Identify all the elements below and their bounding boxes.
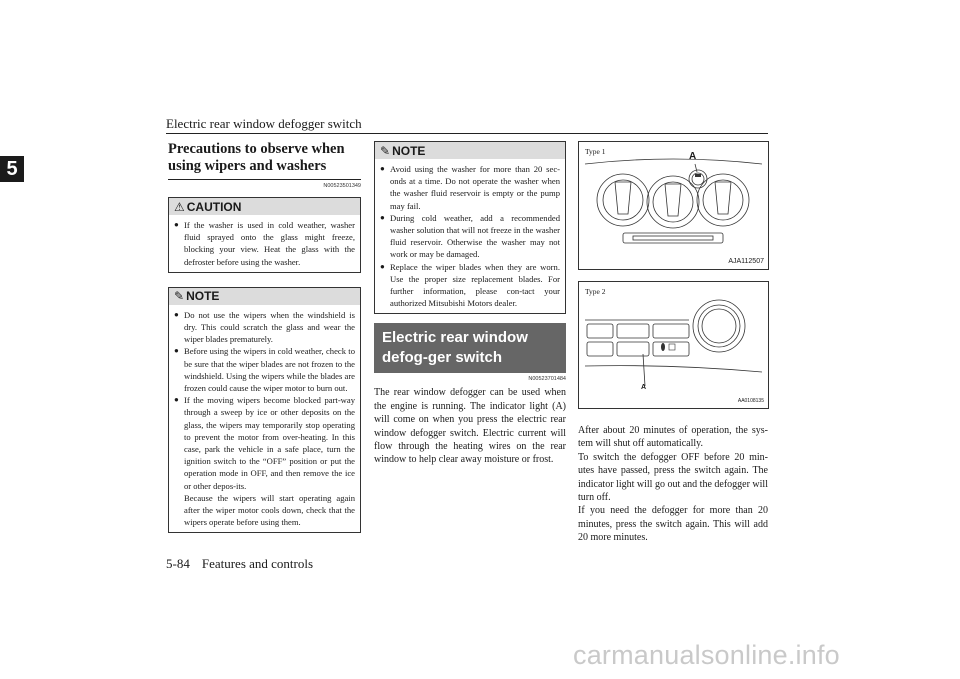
note2-item: ● During cold weather, add a recommended washer solution that will not freeze in the washer fluid reservoir. Otherwise the washer may not work or may be damaged. bbox=[390, 212, 560, 261]
caution-header bbox=[169, 198, 360, 215]
after-paragraph: If you need the defogger for more than 20 minutes, press the switch again. This will add 20 more minutes. bbox=[578, 505, 768, 544]
note2-box bbox=[374, 141, 566, 314]
defogger-code: N00523701484 bbox=[528, 376, 566, 383]
defogger-column bbox=[374, 141, 566, 467]
figure-label: Type 2 bbox=[585, 287, 606, 296]
note-item: ● Before using the wipers in cold weather, check to be sure that the wiper blades are not frozen to the windshield. Using the wipers while the blades are frozen could cause the wiper motor to burn out. bbox=[184, 345, 355, 394]
page-number: 5-84 bbox=[166, 556, 190, 571]
watermark: carmanualsonline.info bbox=[573, 640, 840, 670]
wipers-heading: Precautions to observe when using wipers and washers bbox=[168, 141, 361, 180]
figure-code: AJA112507 bbox=[728, 258, 764, 265]
figure-type-2 bbox=[578, 281, 769, 409]
figure-code: AA0108135 bbox=[737, 398, 764, 404]
note2-header bbox=[375, 142, 565, 159]
footer-section: Features and controls bbox=[201, 556, 314, 571]
caution-label: CAUTION bbox=[186, 199, 242, 214]
defogger-heading: Electric rear window defog-ger switch bbox=[374, 323, 566, 373]
caution-item: ● If the washer is used in cold weather, washer fluid sprayed onto the glass might freeze, blocking your view. Heat the glass with the defroster before using the washer. bbox=[184, 219, 355, 268]
callout-a: A bbox=[689, 151, 697, 162]
climate-panel-illustration bbox=[579, 142, 768, 269]
note-item: ● Do not use the wipers when the windshield is dry. This could scratch the glass and wear the wiper blades prematurely. bbox=[184, 309, 355, 346]
page-footer bbox=[166, 556, 313, 572]
note-icon: ✎ bbox=[174, 289, 185, 304]
defogger-operation bbox=[578, 424, 768, 545]
note2-label: NOTE bbox=[392, 143, 426, 158]
note-box bbox=[168, 287, 361, 534]
note2-item: ● Replace the wiper blades when they are worn. Use the proper size replacement blades. For further information, please con-tact your authorized Mitsubishi Motors dealer. bbox=[390, 261, 560, 310]
warning-icon: ⚠ bbox=[174, 199, 185, 214]
note-header bbox=[169, 288, 360, 305]
note-extra: Because the wipers will start operating again after the wiper motor cools down, check that the wipers operate before using them. bbox=[184, 492, 355, 528]
note-label: NOTE bbox=[186, 289, 220, 304]
wipers-code: N00523501349 bbox=[323, 183, 361, 189]
page-header-title: Electric rear window defogger switch bbox=[166, 116, 362, 131]
note2-item: ● Avoid using the washer for more than 20 sec-onds at a time. Do not operate the washer when the washer fluid reservoir is empty or the pump may fail. bbox=[390, 163, 560, 212]
chapter-tab: 5 bbox=[0, 156, 24, 182]
after-paragraph: After about 20 minutes of operation, the sys-tem will shut off automatically. bbox=[578, 425, 768, 450]
switch-panel-illustration bbox=[579, 282, 768, 408]
wipers-section bbox=[168, 141, 361, 533]
note-item: ● If the moving wipers become blocked part-way through a sweep by ice or other deposits on the glass, the wipers may temporarily stop operating to prevent the motor from over-heating. In this case, park the vehicle in a safe place, turn the ignition switch to the “OFF” position or put the operation mode in OFF, and then remove the ice or other depos-its. Because the wipers will start operating again after the wiper motor cools down, check that the wipers operate before using them. bbox=[184, 394, 355, 528]
header-rule bbox=[166, 133, 768, 134]
caution-box bbox=[168, 197, 361, 273]
note-icon: ✎ bbox=[380, 143, 391, 158]
after-paragraph: To switch the defogger OFF before 20 min-utes have passed, press the switch again. The indicator light will go out and the defogger will turn off. bbox=[578, 451, 768, 504]
defogger-body: The rear window defogger can be used when the engine is running. The indicator light (A) will come on when you press the electric rear window defogger switch. Electric current will flow through the heating wires on the rear window to help clear away moisture or frost. bbox=[374, 387, 566, 466]
callout-a: A bbox=[641, 384, 647, 391]
figure-type-1 bbox=[578, 141, 769, 270]
figure-label: Type 1 bbox=[585, 147, 606, 156]
